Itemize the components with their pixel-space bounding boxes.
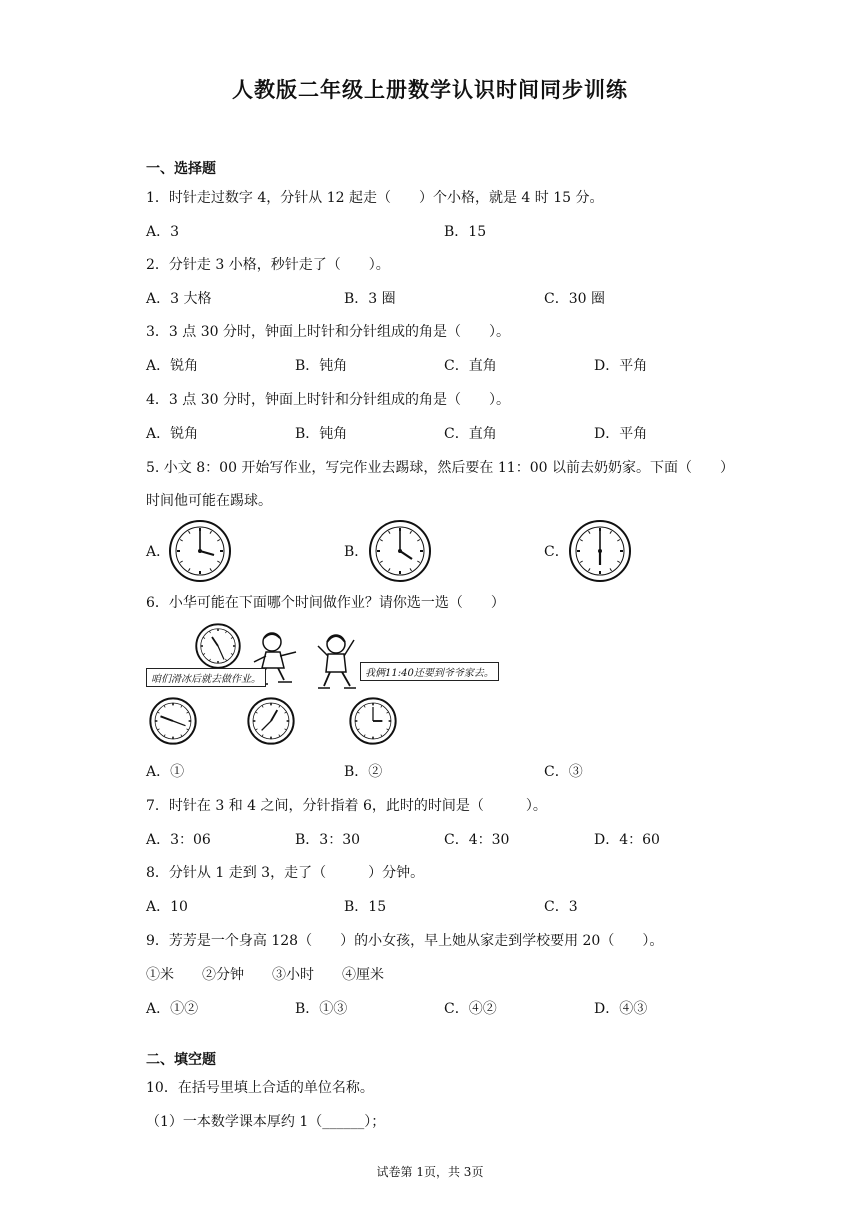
question-10-stem: 10．在括号里填上合适的单位名称。 bbox=[146, 1080, 374, 1096]
q7-option-a: A．3：06 bbox=[146, 832, 211, 848]
q5-clock-a-icon bbox=[168, 519, 232, 583]
question-9-stem: 9．芳芳是一个身高 128（ ）的小女孩，早上她从家走到学校要用 20（ ）。 bbox=[146, 933, 664, 949]
question-8-stem: 8．分针从 1 走到 3，走了（ ）分钟。 bbox=[146, 865, 425, 881]
q9-option-d: D．④③ bbox=[594, 1001, 648, 1017]
q5-option-a: A． bbox=[146, 544, 171, 560]
q8-option-b: B．15 bbox=[344, 899, 387, 915]
question-10-sub-1: （1）一本数学课本厚约 1（______）； bbox=[146, 1114, 386, 1130]
section-heading-fill: 二、填空题 bbox=[146, 1052, 216, 1068]
q7-option-c: C．4：30 bbox=[444, 832, 510, 848]
page-title: 人教版二年级上册数学认识时间同步训练 bbox=[232, 78, 628, 102]
q2-option-b: B．3 圈 bbox=[344, 291, 396, 307]
q6-clock-2-icon bbox=[246, 696, 296, 746]
q5-option-c: C． bbox=[544, 544, 569, 560]
q7-option-b: B．3：30 bbox=[295, 832, 361, 848]
page-footer: 试卷第 1页，共 3页 bbox=[376, 1165, 484, 1179]
q6-girl-icon bbox=[314, 630, 358, 692]
q6-option-b: B．② bbox=[344, 764, 383, 780]
q9-option-a: A．①② bbox=[146, 1001, 199, 1017]
q6-clock-1-icon bbox=[148, 696, 198, 746]
q3-option-b: B．钝角 bbox=[295, 358, 348, 374]
q6-clock-3-icon bbox=[348, 696, 398, 746]
section-heading-choice: 一、选择题 bbox=[146, 161, 216, 177]
q8-option-a: A．10 bbox=[146, 899, 188, 915]
q4-option-c: C．直角 bbox=[444, 426, 497, 442]
q8-option-c: C．3 bbox=[544, 899, 578, 915]
question-5-stem-line1: 5. 小文 8：00 开始写作业，写完作业去踢球，然后要在 11：00 以前去奶奶家。下面（ ） bbox=[146, 460, 734, 476]
q3-option-c: C．直角 bbox=[444, 358, 497, 374]
q1-option-b: B．15 bbox=[444, 224, 487, 240]
q2-option-a: A．3 大格 bbox=[146, 291, 212, 307]
q6-speech-right: 我俩11:40还要到爷爷家去。 bbox=[360, 662, 499, 681]
q1-option-a: A．3 bbox=[146, 224, 180, 240]
question-3-stem: 3．3 点 30 分时，钟面上时针和分针组成的角是（ ）。 bbox=[146, 324, 510, 340]
q6-speech-left: 咱们滑冰后就去做作业。 bbox=[146, 668, 266, 687]
q9-option-b: B．①③ bbox=[295, 1001, 348, 1017]
q2-option-c: C．30 圈 bbox=[544, 291, 605, 307]
q4-option-b: B．钝角 bbox=[295, 426, 348, 442]
q3-option-d: D．平角 bbox=[594, 358, 648, 374]
q5-option-b: B． bbox=[344, 544, 369, 560]
q9-unit-choices: ①米 ②分钟 ③小时 ④厘米 bbox=[146, 967, 384, 983]
question-7-stem: 7．时针在 3 和 4 之间，分针指着 6，此时的时间是（ ）。 bbox=[146, 798, 547, 814]
question-2-stem: 2．分针走 3 小格，秒针走了（ ）。 bbox=[146, 257, 390, 273]
q7-option-d: D．4：60 bbox=[594, 832, 660, 848]
question-4-stem: 4．3 点 30 分时，钟面上时针和分针组成的角是（ ）。 bbox=[146, 392, 510, 408]
q9-option-c: C．④② bbox=[444, 1001, 497, 1017]
question-5-stem-line2: 时间他可能在踢球。 bbox=[146, 493, 272, 509]
q3-option-a: A．锐角 bbox=[146, 358, 199, 374]
q5-clock-c-icon bbox=[568, 519, 632, 583]
q4-option-a: A．锐角 bbox=[146, 426, 199, 442]
q6-option-a: A．① bbox=[146, 764, 185, 780]
q6-illustration bbox=[146, 620, 506, 750]
q5-clock-b-icon bbox=[368, 519, 432, 583]
q6-option-c: C．③ bbox=[544, 764, 583, 780]
q6-clock-top-icon bbox=[194, 622, 242, 670]
q4-option-d: D．平角 bbox=[594, 426, 648, 442]
question-6-stem: 6．小华可能在下面哪个时间做作业？请你选一选（ ） bbox=[146, 595, 505, 611]
question-1-stem: 1．时针走过数字 4，分针从 12 起走（ ）个小格，就是 4 时 15 分。 bbox=[146, 190, 604, 206]
